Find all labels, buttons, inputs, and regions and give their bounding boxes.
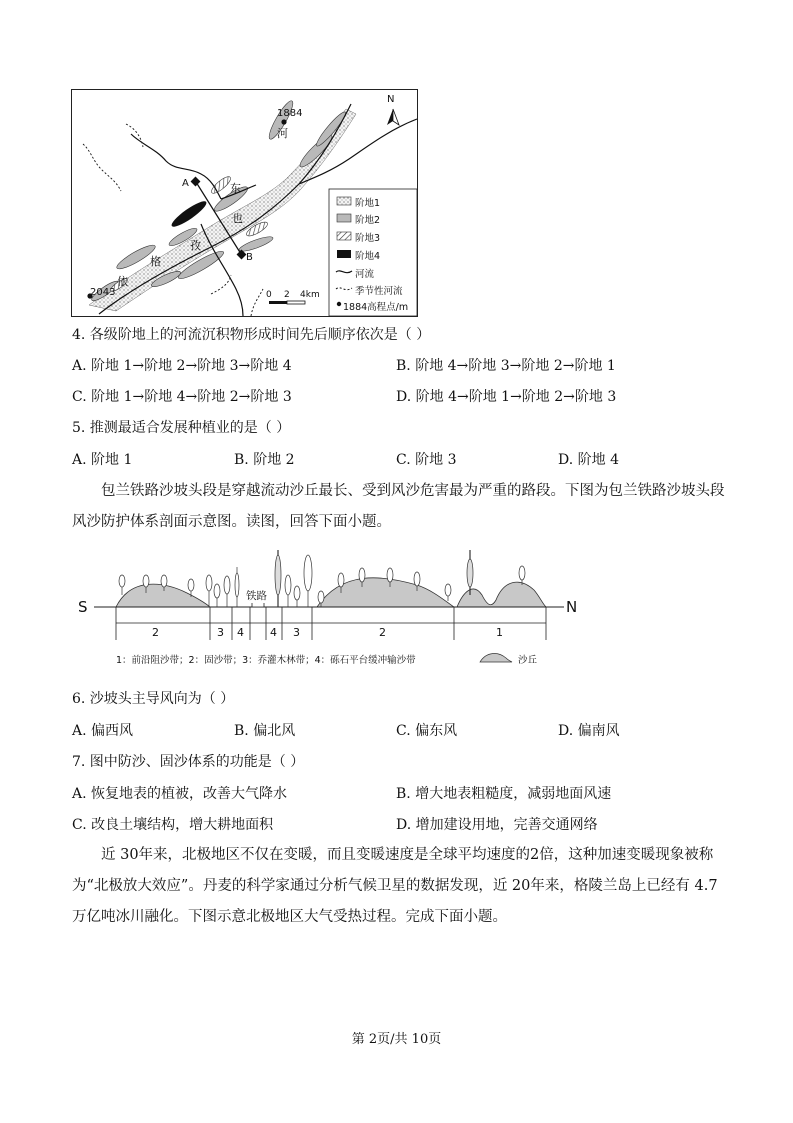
segment-3-right: 3 xyxy=(293,626,300,639)
q4-stem: 4. 各级阶地上的河流沉积物形成时间先后顺序依次是（ ） xyxy=(72,327,431,343)
scale-bar xyxy=(269,301,305,304)
intro-paragraph-2: 包兰铁路沙坡头段是穿越流动沙丘最长、受到风沙危害最为严重的路段。下图为包兰铁路沙坡头段风沙防护体系剖面示意图。读图，回答下面小题。 xyxy=(72,483,725,530)
point-b-label: B xyxy=(246,252,253,263)
q7-option-d[interactable]: D. 增加建设用地，完善交通网络 xyxy=(396,817,598,833)
scale-label-2: 2 xyxy=(284,290,290,300)
segment-dimension-lines xyxy=(116,607,546,640)
q6-option-d[interactable]: D. 偏南风 xyxy=(558,723,620,739)
river-char-1: 河 xyxy=(277,127,288,140)
segment-4-left: 4 xyxy=(237,626,244,639)
profile-label-n: N xyxy=(566,598,578,616)
legend-terrace-2: 阶地2 xyxy=(355,215,381,226)
river-char-2: 东 xyxy=(230,182,241,195)
segment-2-right: 2 xyxy=(379,626,386,639)
q5-stem: 5. 推测最适合发展种植业的是（ ） xyxy=(72,420,291,436)
segment-2-left: 2 xyxy=(152,626,159,639)
q5-option-b[interactable]: B. 阶地 2 xyxy=(234,452,295,468)
q4-option-a[interactable]: A. 阶地 1→阶地 2→阶地 3→阶地 4 xyxy=(72,358,292,374)
river-char-6: 依 xyxy=(117,275,128,288)
elevation-point-top xyxy=(281,119,286,124)
segment-4-right: 4 xyxy=(270,626,277,639)
point-a-label: A xyxy=(182,178,189,189)
dune-shapes xyxy=(116,578,546,607)
legend-terrace-3: 阶地3 xyxy=(355,233,381,244)
q4-option-b[interactable]: B. 阶地 4→阶地 3→阶地 2→阶地 1 xyxy=(396,358,616,374)
river-char-5: 格 xyxy=(150,255,161,268)
scale-label-4: 4km xyxy=(300,290,320,300)
q6-option-b[interactable]: B. 偏北风 xyxy=(234,723,296,739)
q6-option-a[interactable]: A. 偏西风 xyxy=(72,723,134,739)
elevation-label-top: 1884 xyxy=(277,108,303,119)
q7-stem: 7. 图中防沙、固沙体系的功能是（ ） xyxy=(72,754,305,770)
segment-1: 1 xyxy=(496,626,503,639)
dune-legend-label: 沙丘 xyxy=(518,655,538,666)
north-label: N xyxy=(387,94,395,105)
scale-label-0: 0 xyxy=(266,290,272,300)
legend-elevation-point: 1884高程点/m xyxy=(343,302,409,313)
river-char-4: 孜 xyxy=(190,239,201,252)
q6-option-c[interactable]: C. 偏东风 xyxy=(396,723,458,739)
legend-seasonal-river: 季节性河流 xyxy=(355,286,403,297)
legend-terrace-4: 阶地4 xyxy=(355,251,381,262)
segment-3-left: 3 xyxy=(217,626,224,639)
intro-paragraph-3: 近 30年来，北极地区不仅在变暖，而且变暖速度是全球平均速度的2倍，这种加速变暖现象被称为“北极放大效应”。丹麦的科学家通过分析气候卫星的数据发现，近 20年来，格陵兰岛上已经有 4.7 万亿吨冰川融化。下图示意北极地区大气受热过程。完成下面小题。 xyxy=(72,847,718,925)
dune-legend-icon xyxy=(480,653,512,662)
q5-option-a[interactable]: A. 阶地 1 xyxy=(72,452,133,468)
q5-option-d[interactable]: D. 阶地 4 xyxy=(558,452,619,468)
railway-label: 铁路 xyxy=(246,590,267,602)
q7-option-c[interactable]: C. 改良土壤结构，增大耕地面积 xyxy=(72,817,274,833)
q4-option-c[interactable]: C. 阶地 1→阶地 4→阶地 2→阶地 3 xyxy=(72,389,292,405)
profile-label-s: S xyxy=(78,598,88,616)
profile-legend: 1：前沿阻沙带；2：固沙带；3：乔灌木林带；4：砾石平台缓冲输沙带 xyxy=(116,655,416,666)
q5-option-c[interactable]: C. 阶地 3 xyxy=(396,452,457,468)
q4-option-d[interactable]: D. 阶地 4→阶地 1→阶地 2→阶地 3 xyxy=(396,389,617,405)
legend-river: 河流 xyxy=(355,269,375,280)
terrace-map xyxy=(71,89,418,317)
elevation-label-bottom: 2043 xyxy=(90,287,116,298)
q6-stem: 6. 沙坡头主导风向为（ ） xyxy=(72,691,235,707)
river-char-3: 也 xyxy=(232,212,243,225)
q7-option-a[interactable]: A. 恢复地表的植被，改善大气降水 xyxy=(72,786,288,802)
page-footer: 第 2页/共 10页 xyxy=(351,1032,442,1047)
sand-protection-profile xyxy=(72,545,592,670)
q7-option-b[interactable]: B. 增大地表粗糙度，减弱地面风速 xyxy=(396,786,612,802)
legend-terrace-1: 阶地1 xyxy=(355,198,381,209)
